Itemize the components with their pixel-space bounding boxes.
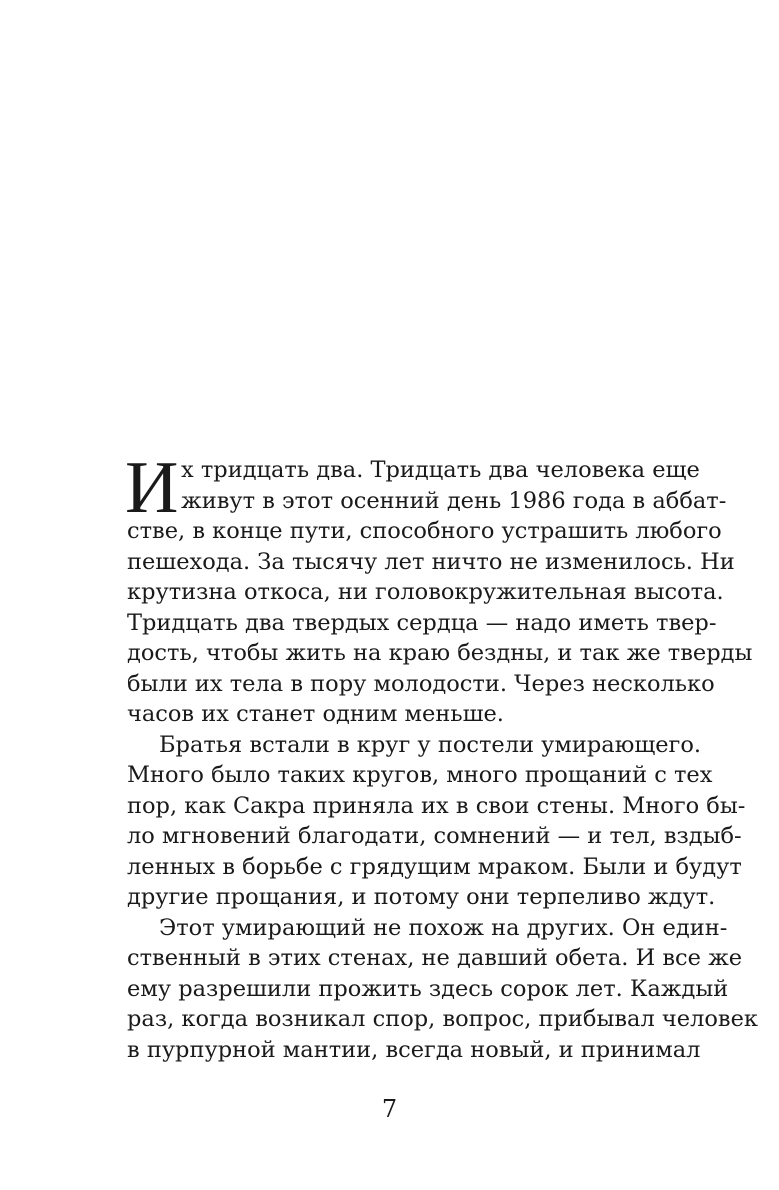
text-line: раз, когда возникал спор, вопрос, прибывал человек xyxy=(127,1006,758,1032)
text-line: ло мгновений благодати, сомнений — и тел, вздыб- xyxy=(127,823,742,849)
text-line: были их тела в пору молодости. Через несколько xyxy=(127,670,715,697)
body-text xyxy=(125,447,758,1065)
text-line: Тридцать два твердых сердца — надо иметь твер- xyxy=(127,609,717,636)
text-line: ему разрешили прожить здесь сорок лет. Каждый xyxy=(127,975,729,1002)
drop-cap: И xyxy=(125,447,179,529)
text-line: другие прощания, и потому они терпеливо ждут. xyxy=(127,884,716,910)
text-line: ленных в борьбе с грядущим мраком. Были и будут xyxy=(127,853,742,880)
text-line: пешехода. За тысячу лет ничто не изменилось. Ни xyxy=(127,548,735,575)
text-line: х тридцать два. Тридцать два человека еще xyxy=(181,457,700,483)
text-line: часов их станет одним меньше. xyxy=(127,701,504,727)
text-line: живут в этот осенний день 1986 года в аббат- xyxy=(181,487,727,514)
text-line: Братья встали в круг у постели умирающего. xyxy=(159,731,702,758)
text-line: Этот умирающий не похож на других. Он един- xyxy=(159,914,728,941)
text-line: в пурпурной мантии, всегда новый, и принимал xyxy=(127,1036,701,1063)
text-line: стве, в конце пути, способного устрашить любого xyxy=(127,518,722,544)
text-line: Много было таких кругов, много прощаний с тех xyxy=(127,762,713,788)
text-line: крутизна откоса, ни головокружительная высота. xyxy=(127,579,724,605)
text-line: дость, чтобы жить на краю бездны, и так же тверды xyxy=(127,640,753,666)
text-line: ственный в этих стенах, не давший обета. И все же xyxy=(127,945,743,971)
text-line: пор, как Сакра приняла их в свои стены. Много бы- xyxy=(127,792,746,819)
page-number: 7 xyxy=(381,1095,398,1123)
